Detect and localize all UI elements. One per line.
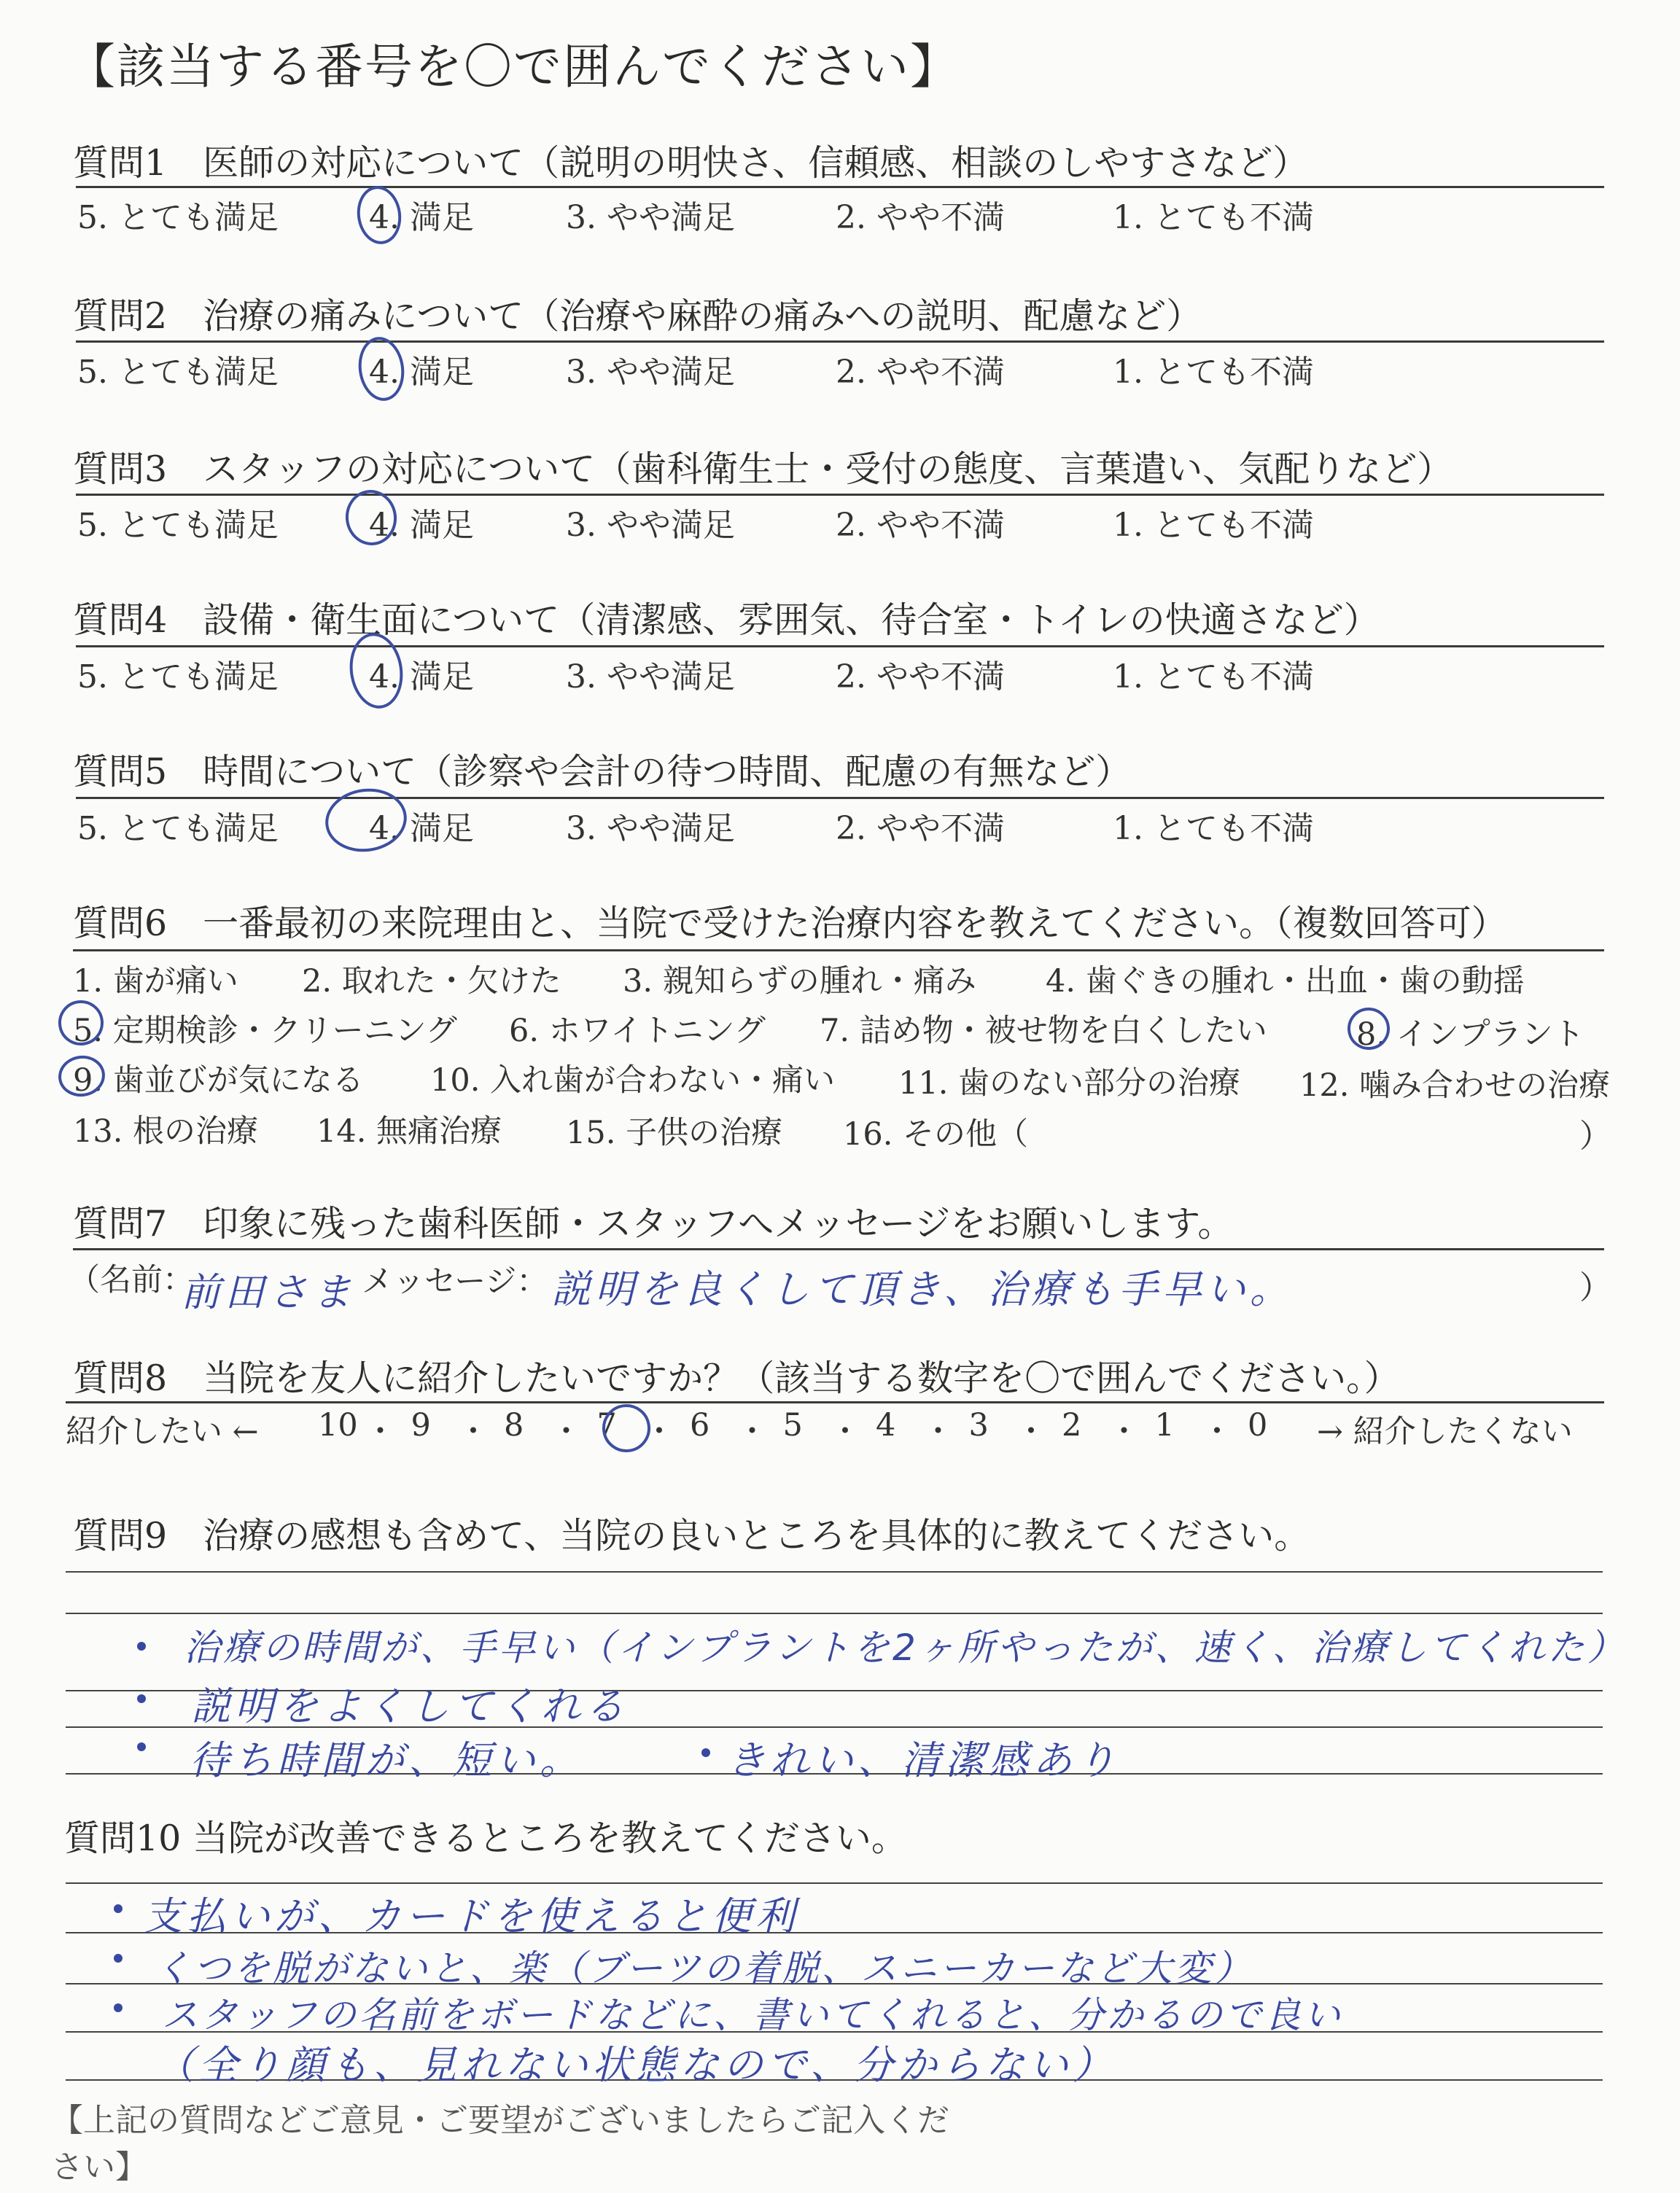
scale-separator-dot: ・ <box>457 1414 489 1450</box>
question-4-options <box>73 650 1619 694</box>
option-5[interactable]: 5. とても満足 <box>77 199 279 236</box>
question-10-heading: 質問10 当院が改善できるところを教えてください。 <box>64 1818 907 1859</box>
answer-line <box>66 1882 1603 1884</box>
option-3[interactable]: 3. やや満足 <box>566 507 735 544</box>
divider <box>76 797 1604 799</box>
option-3[interactable]: 3. やや満足 <box>566 810 735 847</box>
option-1[interactable]: 1. とても不満 <box>1113 810 1314 847</box>
option-1[interactable]: 1. とても不満 <box>1113 199 1314 236</box>
divider <box>76 645 1604 647</box>
q6-choice-2[interactable]: 2. 取れた・欠けた <box>302 963 561 1000</box>
divider <box>76 186 1604 188</box>
q10-answer-1[interactable]: 支払いが、カードを使えると便利 <box>143 1893 799 1939</box>
scale-separator-dot: ・ <box>1108 1414 1140 1450</box>
q6-choice-5[interactable]: 5. 定期検診・クリーニング <box>73 1013 457 1049</box>
q6-choice-6[interactable]: 6. ホワイトニング <box>509 1013 766 1049</box>
option-4[interactable]: 4. 満足 <box>369 354 474 391</box>
scale-separator-dot: ・ <box>365 1414 396 1450</box>
q9-answer-1[interactable]: 治療の時間が、手早い（インプラントを2ヶ所やったが、速く、治療してくれた） <box>184 1627 1627 1669</box>
scale-value-3[interactable]: 3 <box>968 1407 989 1444</box>
question-3-heading: 質問3 スタッフの対応について（歯科衛生士・受付の態度、言葉遣い、気配りなど） <box>73 448 1453 490</box>
page-title: 【該当する番号を〇で囲んでください】 <box>67 39 960 95</box>
q6-choice-7[interactable]: 7. 詰め物・被せ物を白くしたい <box>820 1013 1267 1049</box>
bullet-icon <box>137 1742 146 1751</box>
question-4-heading: 質問4 設備・衛生面について（清潔感、雰囲気、待合室・トイレの快適さなど） <box>73 599 1380 641</box>
message-label: メッセージ： <box>362 1263 548 1300</box>
q6-choice-10[interactable]: 10. 入れ歯が合わない・痛い <box>430 1062 836 1099</box>
option-2[interactable]: 2. やや不満 <box>836 507 1005 544</box>
answer-line <box>66 1571 1603 1573</box>
q6-choice-12[interactable]: 12. 噛み合わせの治療 <box>1299 1067 1611 1104</box>
question-8-heading: 質問8 当院を友人に紹介したいですか？（該当する数字を〇で囲んでください。） <box>73 1358 1400 1399</box>
name-handwritten[interactable]: 前田さま <box>181 1269 356 1315</box>
footer-heading-text: 【上記の質問などご意見・ご要望がございましたらご記入ください】 <box>51 2102 949 2186</box>
q6-choice-8[interactable]: 8. インプラント <box>1356 1016 1584 1053</box>
bullet-icon <box>114 1904 122 1913</box>
q6-choice-1[interactable]: 1. 歯が痛い <box>73 963 238 1000</box>
q6-choice-16[interactable]: 16. その他（ <box>843 1116 1029 1153</box>
option-5[interactable]: 5. とても満足 <box>77 658 279 696</box>
selection-circle <box>354 334 408 404</box>
q6-choice-11[interactable]: 11. 歯のない部分の治療 <box>898 1065 1241 1102</box>
option-5[interactable]: 5. とても満足 <box>77 810 279 847</box>
question-5-options <box>73 802 1619 846</box>
question-2-heading: 質問2 治療の痛みについて（治療や麻酔の痛みへの説明、配慮など） <box>73 295 1202 337</box>
bullet-icon <box>701 1748 710 1757</box>
question-2-options <box>73 346 1619 389</box>
scale-value-4[interactable]: 4 <box>876 1407 896 1444</box>
message-handwritten[interactable]: 説明を良くして頂き、治療も手早い。 <box>551 1266 1294 1312</box>
option-2[interactable]: 2. やや不満 <box>836 658 1005 696</box>
question-5-heading: 質問5 時間について（診察や会計の待つ時間、配慮の有無など） <box>73 751 1132 792</box>
scale-value-0[interactable]: 0 <box>1248 1407 1268 1444</box>
q6-choice-13[interactable]: 13. 根の治療 <box>73 1113 259 1150</box>
divider <box>66 1401 1604 1403</box>
scale-value-9[interactable]: 9 <box>411 1407 431 1444</box>
q9-answer-3[interactable]: 待ち時間が、短い。 <box>190 1737 583 1783</box>
scale-separator-dot: ・ <box>551 1414 582 1450</box>
q9-answer-4[interactable]: きれい、清潔感あり <box>726 1737 1120 1783</box>
divider <box>73 949 1604 951</box>
option-4[interactable]: 4. 満足 <box>369 810 474 847</box>
divider <box>76 340 1604 343</box>
name-label: （名前： <box>69 1262 194 1298</box>
cropped-footer-heading <box>51 2100 962 2186</box>
q6-choice-9[interactable]: 9. 歯並びが気になる <box>73 1062 364 1099</box>
option-3[interactable]: 3. やや満足 <box>566 658 735 696</box>
answer-line <box>66 1613 1603 1614</box>
question-7-heading: 質問7 印象に残った歯科医師・スタッフへメッセージをお願いします。 <box>73 1203 1234 1244</box>
option-5[interactable]: 5. とても満足 <box>77 354 279 391</box>
bullet-icon <box>114 1954 122 1963</box>
scale-value-8[interactable]: 8 <box>504 1407 524 1444</box>
q7-close-paren: ） <box>1579 1269 1611 1306</box>
scale-separator-dot: ・ <box>922 1414 954 1450</box>
divider <box>76 494 1604 496</box>
divider <box>73 1248 1604 1250</box>
option-2[interactable]: 2. やや不満 <box>836 199 1005 236</box>
question-1-options <box>73 191 1619 235</box>
scale-right-label: → 紹介したくない <box>1317 1414 1573 1450</box>
option-5[interactable]: 5. とても満足 <box>77 507 279 544</box>
q6-choice-3[interactable]: 3. 親知らずの腫れ・痛み <box>623 963 976 1000</box>
scale-separator-dot: ・ <box>643 1414 675 1450</box>
scale-value-1[interactable]: 1 <box>1154 1407 1175 1444</box>
q10-answer-3[interactable]: スタッフの名前をボードなどに、書いてくれると、分かるので良い <box>162 1994 1343 2036</box>
option-4[interactable]: 4. 満足 <box>369 199 474 236</box>
option-1[interactable]: 1. とても不満 <box>1113 658 1314 696</box>
scale-value-5[interactable]: 5 <box>782 1407 803 1444</box>
q6-choice-15[interactable]: 15. 子供の治療 <box>566 1115 783 1151</box>
option-2[interactable]: 2. やや不満 <box>836 810 1005 847</box>
question-1-heading: 質問1 医師の対応について（説明の明快さ、信頼感、相談のしやすさなど） <box>73 142 1309 184</box>
option-3[interactable]: 3. やや満足 <box>566 199 735 236</box>
question-3-options <box>73 499 1619 542</box>
option-2[interactable]: 2. やや不満 <box>836 354 1005 391</box>
question-6-heading: 質問6 一番最初の来院理由と、当院で受けた治療内容を教えてください。（複数回答可） <box>73 903 1507 944</box>
option-3[interactable]: 3. やや満足 <box>566 354 735 391</box>
scale-value-10[interactable]: 10 <box>318 1407 358 1444</box>
q9-answer-2[interactable]: 説明をよくしてくれる <box>191 1683 629 1729</box>
scale-left-label: 紹介したい ← <box>66 1414 259 1450</box>
scale-separator-dot: ・ <box>1015 1414 1047 1450</box>
q10-answer-4[interactable]: （全り顔も、見れない状態なので、分からない） <box>155 2042 1116 2088</box>
scale-separator-dot: ・ <box>1201 1414 1233 1450</box>
question-9-heading: 質問9 治療の感想も含めて、当院の良いところを具体的に教えてください。 <box>73 1515 1310 1557</box>
option-4[interactable]: 4. 満足 <box>369 658 474 696</box>
q10-answer-2[interactable]: くつを脱がないと、楽（ブーツの着脱、スニーカーなど大変） <box>155 1947 1254 1990</box>
q6-other-close-paren: ） <box>1579 1118 1611 1155</box>
scale-value-2[interactable]: 2 <box>1062 1407 1082 1444</box>
bullet-icon <box>137 1694 146 1703</box>
option-1[interactable]: 1. とても不満 <box>1113 354 1314 391</box>
option-4[interactable]: 4. 満足 <box>369 507 474 544</box>
q6-choice-14[interactable]: 14. 無痛治療 <box>316 1113 502 1150</box>
scale-separator-dot: ・ <box>736 1414 768 1450</box>
q6-choice-4[interactable]: 4. 歯ぐきの腫れ・出血・歯の動揺 <box>1046 963 1525 1000</box>
scale-value-6[interactable]: 6 <box>690 1407 710 1444</box>
bullet-icon <box>114 2003 122 2012</box>
option-1[interactable]: 1. とても不満 <box>1113 507 1314 544</box>
scale-separator-dot: ・ <box>829 1414 861 1450</box>
scale-value-7[interactable]: 7 <box>596 1407 617 1444</box>
bullet-icon <box>137 1642 146 1651</box>
